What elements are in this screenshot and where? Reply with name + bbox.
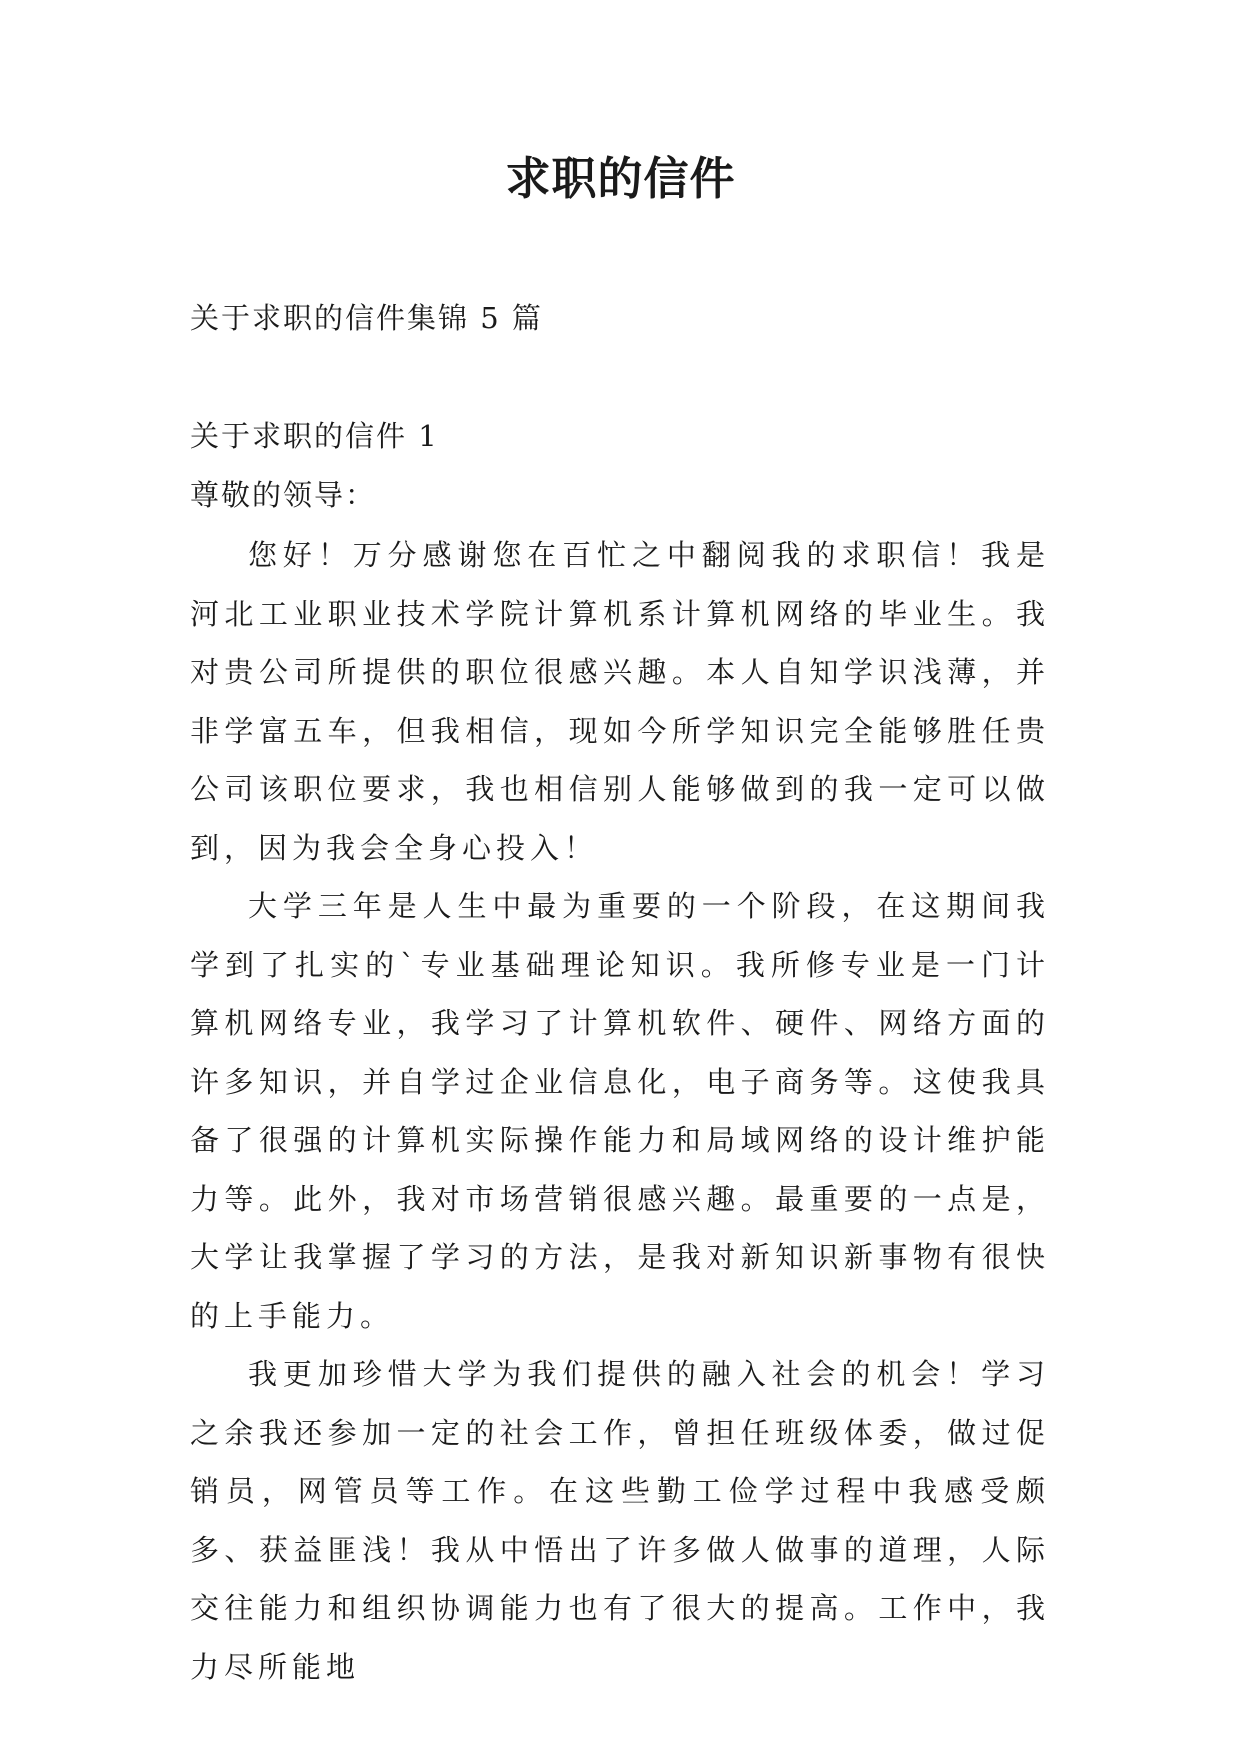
page-title: 求职的信件: [505, 152, 736, 205]
body-paragraph-2: 大学三年是人生中最为重要的一个阶段，在这期间我学到了扎实的`专业基础理论知识。我所修专业是一门计算机网络专业，我学习了计算机软件、硬件、网络方面的许多知识，并自学过企业信息化，电子商务等。这使我具备了很强的计算机实际操作能力和局域网络的设计维护能力等。此外，我对市场营销很感兴趣。最重要的一点是，大学让我掌握了学习的方法，是我对新知识新事物有很快的上手能力。: [190, 889, 1050, 1333]
letter-salutation: 尊敬的领导：: [190, 478, 377, 512]
document-subtitle: 关于求职的信件集锦 5 篇: [190, 301, 543, 335]
section-heading: 关于求职的信件 1: [190, 419, 439, 453]
body-paragraph-1: 您好！万分感谢您在百忙之中翻阅我的求职信！我是河北工业职业技术学院计算机系计算机网络的毕业生。我对贵公司所提供的职位很感兴趣。本人自知学识浅薄，并非学富五车，但我相信，现如今所学知识完全能够胜任贵公司该职位要求，我也相信别人能够做到的我一定可以做到，因为我会全身心投入！: [190, 538, 1050, 865]
body-paragraph-3: 我更加珍惜大学为我们提供的融入社会的机会！学习之余我还参加一定的社会工作，曾担任班级体委，做过促销员，网管员等工作。在这些勤工俭学过程中我感受颇多、获益匪浅！我从中悟出了许多做人做事的道理，人际交往能力和组织协调能力也有了很大的提高。工作中，我力尽所能地: [190, 1357, 1050, 1684]
letter-body: [190, 526, 1050, 1696]
